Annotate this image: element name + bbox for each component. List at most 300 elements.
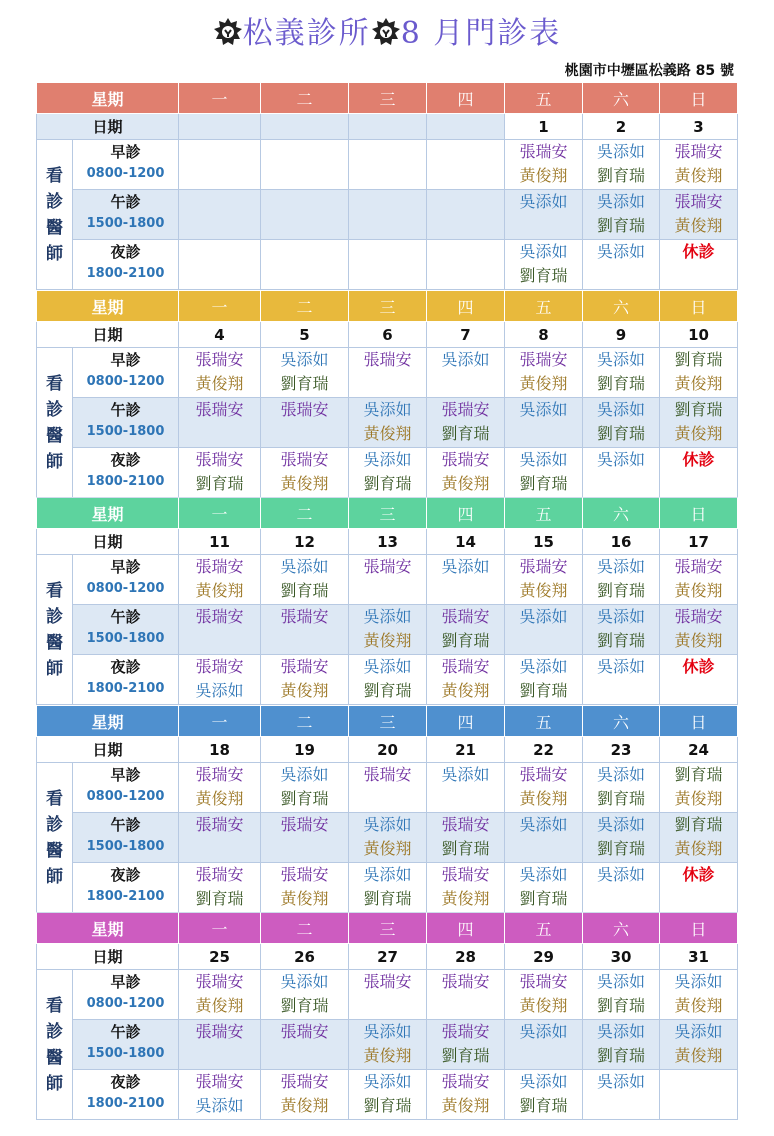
doctor-label-char: 師: [46, 451, 63, 472]
schedule-cell: [660, 1020, 738, 1070]
doctor-name: 劉育瑞: [597, 631, 646, 650]
schedule-cell: [179, 1020, 261, 1070]
schedule-cell: [660, 448, 738, 498]
doctor-name: 黃俊翔: [519, 996, 568, 1015]
schedule-cell: [349, 1020, 427, 1070]
session-name: 午診: [110, 193, 141, 211]
weekday-header: 五: [505, 706, 583, 737]
doctor-label: [37, 555, 73, 705]
doctor-name: 吳添如: [674, 972, 723, 991]
doctor-name: 張瑞安: [441, 865, 490, 884]
weekday-header: 二: [261, 913, 349, 944]
doctor-name: 劉育瑞: [195, 474, 244, 493]
schedule-cell: [349, 1070, 427, 1120]
date-cell: 20: [349, 737, 427, 763]
schedule-cell: [583, 605, 660, 655]
date-cell: 26: [261, 944, 349, 970]
doctor-name: 吳添如: [597, 192, 646, 211]
schedule-cell: [427, 240, 505, 290]
doctor-name: 黃俊翔: [519, 581, 568, 600]
schedule-cell: [179, 655, 261, 705]
schedule-cell: [179, 348, 261, 398]
schedule-cell: [505, 1070, 583, 1120]
doctor-label-char: 師: [46, 243, 63, 264]
weekday-header-label: 星期: [37, 706, 179, 737]
schedule-cell: [349, 190, 427, 240]
schedule-cell: [179, 140, 261, 190]
doctor-label: [37, 970, 73, 1120]
date-cell: 28: [427, 944, 505, 970]
doctor-name: 劉育瑞: [597, 216, 646, 235]
doctor-name: 張瑞安: [441, 607, 490, 626]
session-row: [37, 763, 738, 813]
session-name: 夜診: [110, 658, 141, 676]
clinic-logo-icon: [371, 17, 401, 47]
doctor-name: 劉育瑞: [363, 681, 412, 700]
session-row: [37, 555, 738, 605]
schedule-cell: [505, 448, 583, 498]
schedule-cell: [349, 970, 427, 1020]
date-cell: 23: [583, 737, 660, 763]
weekday-header: 五: [505, 913, 583, 944]
date-cell: 2: [583, 114, 660, 140]
doctor-name: 劉育瑞: [597, 996, 646, 1015]
doctor-name: 張瑞安: [280, 1022, 329, 1041]
doctor-label-char: 看: [46, 373, 63, 394]
doctor-name: 張瑞安: [280, 450, 329, 469]
session-name: 夜診: [110, 866, 141, 884]
doctor-name: 張瑞安: [195, 865, 244, 884]
doctor-name: 吳添如: [280, 557, 329, 576]
doctor-name: 劉育瑞: [363, 474, 412, 493]
doctor-name: 劉育瑞: [597, 374, 646, 393]
doctor-name: 劉育瑞: [280, 374, 329, 393]
schedule-cell: [660, 190, 738, 240]
doctor-name: 吳添如: [597, 400, 646, 419]
doctor-label-char: 醫: [46, 1047, 63, 1068]
schedule-cell: [427, 398, 505, 448]
schedule-cell: [179, 605, 261, 655]
doctor-name: 吳添如: [519, 400, 568, 419]
session-label: [73, 863, 179, 913]
weekday-header: 五: [505, 291, 583, 322]
schedule-cell: [660, 1070, 738, 1120]
schedule-cell: [505, 970, 583, 1020]
doctor-name: 吳添如: [597, 972, 646, 991]
doctor-name: 吳添如: [597, 350, 646, 369]
date-row: [37, 737, 738, 763]
doctor-name: 黃俊翔: [195, 789, 244, 808]
weekday-header: 四: [427, 498, 505, 529]
session-row: [37, 140, 738, 190]
schedule-cell: [261, 140, 349, 190]
schedule-cell: [179, 1070, 261, 1120]
doctor-name: 黃俊翔: [363, 1046, 412, 1065]
schedule-cell: [349, 655, 427, 705]
weekday-header-row: [37, 706, 738, 737]
doctor-name: 黃俊翔: [674, 1046, 723, 1065]
schedule-cell: [427, 555, 505, 605]
doctor-label-char: 醫: [46, 425, 63, 446]
date-cell: 1: [505, 114, 583, 140]
session-row: [37, 348, 738, 398]
doctor-label-char: 醫: [46, 217, 63, 238]
doctor-name: 張瑞安: [363, 972, 412, 991]
session-time: 1500-1800: [86, 216, 165, 231]
weekday-header: 日: [660, 83, 738, 114]
schedule-cell: [179, 763, 261, 813]
doctor-name: 張瑞安: [674, 192, 723, 211]
schedule-cell: [261, 1020, 349, 1070]
schedule-cell: [261, 348, 349, 398]
session-row: [37, 863, 738, 913]
session-time: 1500-1800: [86, 631, 165, 646]
schedule-cell: [583, 190, 660, 240]
schedule-cell: [261, 555, 349, 605]
date-cell: 12: [261, 529, 349, 555]
doctor-name: 張瑞安: [519, 350, 568, 369]
closed-label: 休診: [682, 657, 715, 676]
weekday-header: 二: [261, 498, 349, 529]
date-row: [37, 944, 738, 970]
session-name: 午診: [110, 1023, 141, 1041]
doctor-name: 黃俊翔: [441, 474, 490, 493]
doctor-name: 吳添如: [363, 657, 412, 676]
session-time: 1500-1800: [86, 424, 165, 439]
session-label: [73, 140, 179, 190]
date-cell: 19: [261, 737, 349, 763]
doctor-name: 劉育瑞: [441, 631, 490, 650]
doctor-name: 張瑞安: [280, 400, 329, 419]
date-label: 日期: [37, 114, 179, 140]
session-row: [37, 190, 738, 240]
schedule-cell: [505, 813, 583, 863]
schedule-cell: [660, 240, 738, 290]
schedule-cell: [427, 190, 505, 240]
doctor-name: 吳添如: [597, 865, 646, 884]
doctor-name: 吳添如: [519, 657, 568, 676]
schedule-cell: [349, 605, 427, 655]
session-label: [73, 763, 179, 813]
doctor-name: 張瑞安: [195, 657, 244, 676]
session-time: 0800-1200: [86, 166, 165, 181]
schedule-cell: [261, 448, 349, 498]
session-name: 早診: [110, 351, 141, 369]
schedule-cell: [427, 863, 505, 913]
session-label: [73, 655, 179, 705]
date-cell: 22: [505, 737, 583, 763]
doctor-name: 吳添如: [674, 1022, 723, 1041]
doctor-name: 黃俊翔: [674, 839, 723, 858]
schedule-cell: [179, 555, 261, 605]
schedule-cell: [261, 813, 349, 863]
session-name: 午診: [110, 816, 141, 834]
session-time: 0800-1200: [86, 789, 165, 804]
doctor-name: 劉育瑞: [441, 839, 490, 858]
weekday-header: 三: [349, 498, 427, 529]
doctor-name: 吳添如: [597, 607, 646, 626]
weekday-header: 一: [179, 498, 261, 529]
session-time: 1800-2100: [86, 474, 165, 489]
schedule-cell: [349, 398, 427, 448]
doctor-name: 吳添如: [597, 142, 646, 161]
doctor-name: 張瑞安: [195, 815, 244, 834]
doctor-name: 黃俊翔: [674, 631, 723, 650]
schedule-cell: [660, 140, 738, 190]
doctor-name: 劉育瑞: [597, 789, 646, 808]
schedule-cell: [261, 970, 349, 1020]
session-label: [73, 1070, 179, 1120]
doctor-label: [37, 140, 73, 290]
doctor-name: 吳添如: [519, 192, 568, 211]
schedule-cell: [660, 970, 738, 1020]
doctor-label-char: 診: [46, 814, 63, 835]
doctor-name: 張瑞安: [280, 865, 329, 884]
session-row: [37, 970, 738, 1020]
doctor-name: 劉育瑞: [519, 474, 568, 493]
weekday-header: 四: [427, 706, 505, 737]
weekday-header: 三: [349, 291, 427, 322]
session-name: 早診: [110, 766, 141, 784]
session-time: 1500-1800: [86, 839, 165, 854]
date-cell: 15: [505, 529, 583, 555]
doctor-name: 張瑞安: [363, 350, 412, 369]
doctor-name: 劉育瑞: [597, 839, 646, 858]
doctor-name: 黃俊翔: [674, 996, 723, 1015]
closed-label: 休診: [682, 242, 715, 261]
schedule-cell: [349, 348, 427, 398]
doctor-name: 張瑞安: [519, 142, 568, 161]
doctor-label-char: 師: [46, 1073, 63, 1094]
session-label: [73, 348, 179, 398]
doctor-name: 黃俊翔: [674, 166, 723, 185]
session-time: 1800-2100: [86, 1096, 165, 1111]
schedule-cell: [660, 555, 738, 605]
session-name: 夜診: [110, 1073, 141, 1091]
doctor-name: 劉育瑞: [363, 1096, 412, 1115]
session-name: 早診: [110, 973, 141, 991]
doctor-name: 張瑞安: [519, 557, 568, 576]
session-label: [73, 1020, 179, 1070]
doctor-name: 吳添如: [519, 450, 568, 469]
schedule-cell: [583, 555, 660, 605]
page-title: [0, 8, 774, 54]
date-cell: 21: [427, 737, 505, 763]
schedule-cell: [660, 863, 738, 913]
doctor-name: 黃俊翔: [441, 681, 490, 700]
doctor-name: 吳添如: [363, 1072, 412, 1091]
session-label: [73, 190, 179, 240]
schedule-cell: [583, 448, 660, 498]
date-cell: 27: [349, 944, 427, 970]
doctor-label-char: 師: [46, 866, 63, 887]
doctor-name: 吳添如: [280, 350, 329, 369]
doctor-name: 黃俊翔: [280, 889, 329, 908]
date-cell: 18: [179, 737, 261, 763]
schedule-cell: [427, 655, 505, 705]
weekday-header: 六: [583, 291, 660, 322]
doctor-name: 劉育瑞: [597, 581, 646, 600]
schedule-cell: [505, 605, 583, 655]
date-cell: 29: [505, 944, 583, 970]
doctor-name: 張瑞安: [195, 400, 244, 419]
schedule-cell: [427, 448, 505, 498]
session-row: [37, 605, 738, 655]
doctor-name: 張瑞安: [441, 450, 490, 469]
date-cell: 11: [179, 529, 261, 555]
doctor-name: 張瑞安: [280, 1072, 329, 1091]
session-label: [73, 605, 179, 655]
date-cell: 24: [660, 737, 738, 763]
session-name: 夜診: [110, 451, 141, 469]
schedule-cell: [427, 1070, 505, 1120]
doctor-label-char: 診: [46, 191, 63, 212]
weekday-header: 三: [349, 706, 427, 737]
schedule-cell: [660, 763, 738, 813]
schedule-cell: [427, 605, 505, 655]
doctor-name: 張瑞安: [195, 607, 244, 626]
schedule-cell: [179, 398, 261, 448]
date-cell: [179, 114, 261, 140]
schedule-cell: [505, 240, 583, 290]
doctor-name: 黃俊翔: [519, 166, 568, 185]
doctor-name: 劉育瑞: [441, 424, 490, 443]
doctor-name: 張瑞安: [280, 657, 329, 676]
schedule-cell: [583, 763, 660, 813]
session-label: [73, 555, 179, 605]
session-name: 早診: [110, 143, 141, 161]
doctor-name: 吳添如: [597, 557, 646, 576]
date-cell: 10: [660, 322, 738, 348]
weekday-header: 二: [261, 706, 349, 737]
doctor-name: 張瑞安: [441, 400, 490, 419]
schedule-cell: [261, 190, 349, 240]
schedule-cell: [505, 398, 583, 448]
date-cell: 25: [179, 944, 261, 970]
doctor-label-char: 看: [46, 995, 63, 1016]
doctor-name: 黃俊翔: [519, 789, 568, 808]
weekday-header: 三: [349, 83, 427, 114]
doctor-name: 黃俊翔: [674, 216, 723, 235]
doctor-name: 黃俊翔: [195, 996, 244, 1015]
doctor-name: 劉育瑞: [674, 400, 723, 419]
schedule-cell: [505, 763, 583, 813]
doctor-name: 黃俊翔: [195, 374, 244, 393]
date-cell: 7: [427, 322, 505, 348]
doctor-name: 吳添如: [519, 865, 568, 884]
schedule-cell: [660, 398, 738, 448]
schedule-cell: [583, 240, 660, 290]
schedule-cell: [660, 605, 738, 655]
doctor-name: 張瑞安: [441, 1072, 490, 1091]
doctor-name: 吳添如: [597, 1022, 646, 1041]
weekday-header: 日: [660, 706, 738, 737]
date-cell: 14: [427, 529, 505, 555]
schedule-cell: [261, 605, 349, 655]
doctor-name: 吳添如: [363, 400, 412, 419]
date-cell: [349, 114, 427, 140]
doctor-name: 劉育瑞: [674, 765, 723, 784]
schedule-cell: [349, 240, 427, 290]
week-block: [36, 497, 738, 705]
doctor-name: 黃俊翔: [363, 839, 412, 858]
weekday-header: 二: [261, 83, 349, 114]
clinic-logo-icon: [213, 17, 243, 47]
date-row: [37, 322, 738, 348]
doctor-name: 吳添如: [195, 1096, 244, 1115]
doctor-label-char: 診: [46, 1021, 63, 1042]
weekday-header: 一: [179, 706, 261, 737]
schedule-cell: [660, 813, 738, 863]
schedule-cell: [583, 1020, 660, 1070]
schedule-cell: [179, 970, 261, 1020]
weekday-header: 四: [427, 291, 505, 322]
weekday-header-row: [37, 913, 738, 944]
schedule-cell: [179, 240, 261, 290]
doctor-name: 吳添如: [441, 765, 490, 784]
schedule-cell: [505, 655, 583, 705]
doctor-name: 黃俊翔: [363, 631, 412, 650]
date-label: 日期: [37, 322, 179, 348]
session-time: 1800-2100: [86, 889, 165, 904]
schedule-cell: [261, 398, 349, 448]
doctor-name: 張瑞安: [363, 765, 412, 784]
weekday-header: 四: [427, 913, 505, 944]
doctor-name: 張瑞安: [674, 142, 723, 161]
schedule-cell: [505, 190, 583, 240]
week-block: [36, 290, 738, 498]
weekday-header: 一: [179, 291, 261, 322]
date-cell: 13: [349, 529, 427, 555]
date-cell: 30: [583, 944, 660, 970]
schedule-cell: [505, 348, 583, 398]
weekday-header-label: 星期: [37, 498, 179, 529]
doctor-name: 張瑞安: [195, 450, 244, 469]
doctor-name: 吳添如: [195, 681, 244, 700]
doctor-name: 吳添如: [363, 450, 412, 469]
doctor-name: 張瑞安: [280, 607, 329, 626]
doctor-name: 黃俊翔: [441, 889, 490, 908]
weekday-header: 日: [660, 291, 738, 322]
schedule-cell: [261, 763, 349, 813]
session-label: [73, 398, 179, 448]
doctor-label-char: 診: [46, 606, 63, 627]
doctor-name: 黃俊翔: [674, 581, 723, 600]
date-cell: 9: [583, 322, 660, 348]
date-label: 日期: [37, 944, 179, 970]
session-row: [37, 1070, 738, 1120]
doctor-label-char: 師: [46, 658, 63, 679]
doctor-name: 劉育瑞: [363, 889, 412, 908]
date-cell: 6: [349, 322, 427, 348]
doctor-name: 劉育瑞: [280, 581, 329, 600]
doctor-name: 黃俊翔: [674, 424, 723, 443]
schedule-cell: [261, 655, 349, 705]
doctor-name: 劉育瑞: [674, 350, 723, 369]
doctor-name: 劉育瑞: [519, 889, 568, 908]
date-label: 日期: [37, 529, 179, 555]
date-cell: [261, 114, 349, 140]
doctor-label-char: 醫: [46, 632, 63, 653]
doctor-name: 劉育瑞: [597, 424, 646, 443]
weekday-header: 六: [583, 83, 660, 114]
weekday-header: 三: [349, 913, 427, 944]
session-time: 1500-1800: [86, 1046, 165, 1061]
session-time: 0800-1200: [86, 581, 165, 596]
schedule-cell: [505, 863, 583, 913]
doctor-name: 劉育瑞: [519, 266, 568, 285]
doctor-label: [37, 763, 73, 913]
